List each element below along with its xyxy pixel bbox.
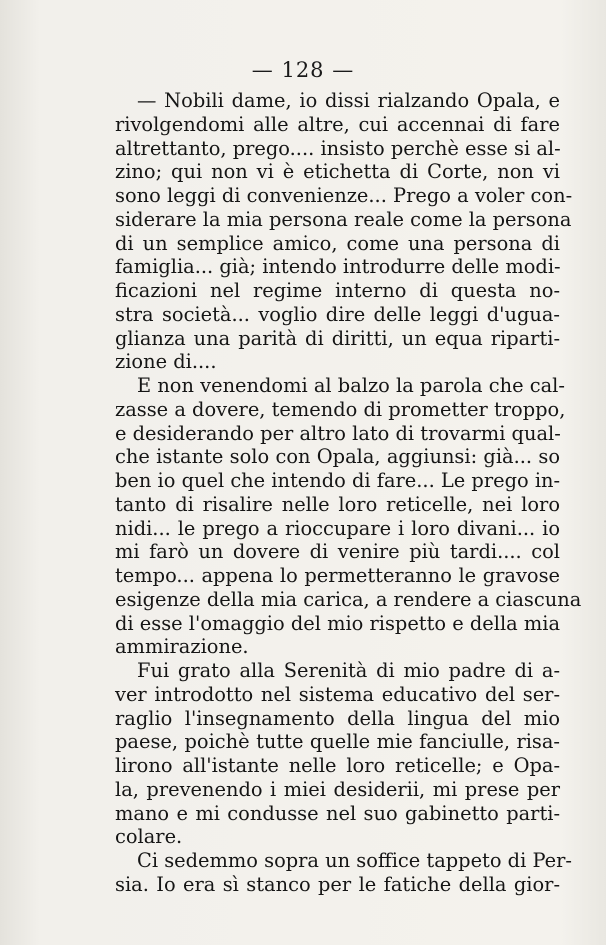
text-line: raglio l'insegnamento della lingua del mio [115,706,560,730]
text-line: lirono all'istante nelle loro reticelle; e Opa- [115,754,560,777]
text-line: ammirazione. [115,635,249,659]
text-line: famiglia... già; intendo introdurre delle modi- [115,255,561,279]
text-line: sono leggi di convenienze... Prego a voler con- [115,184,573,207]
text-line: di esse l'omaggio del mio rispetto e della mia [115,611,561,635]
text-line: sia. Io era sì stanco per le fatiche della gior- [115,872,560,896]
page-number: — 128 — [251,58,355,82]
text-line: nidi... le prego a rioccupare i loro divani... io [115,516,560,540]
text-line: tanto di risalire nelle loro reticelle, nei loro [115,492,560,516]
text-line: ben io quel che intendo di fare... Le prego in- [115,469,561,492]
text-line: altrettanto, prego.... insisto perchè esse si al- [115,136,561,160]
text-line: E non venendomi al balzo la parola che cal- [137,374,565,397]
text-line: siderare la mia persona reale come la persona [115,207,572,231]
text-line: — Nobili dame, io dissi rialzando Opala, e [137,89,560,112]
text-line: e desiderando per altro lato di trovarmi qual- [115,421,561,445]
text-line: di un semplice amico, come una persona di [115,231,560,255]
text-line: ficazioni nel regime interno di questa no- [115,279,560,302]
text-line: che istante solo con Opala, aggiunsi: già... so [115,445,560,469]
text-line: rivolgendomi alle altre, cui accennai di fare [115,112,560,136]
text-line: mi farò un dovere di venire più tardi.... col [115,540,560,564]
text-line: Fui grato alla Serenità di mio padre di a- [137,659,560,682]
text-line: stra società... voglio dire delle leggi d'ugua- [115,302,560,326]
text-line: zasse a dovere, temendo di prometter troppo, [115,397,566,421]
text-line: mano e mi condusse nel suo gabinetto parti- [115,801,560,825]
text-line: zino; qui non vi è etichetta di Corte, non vi [115,160,560,184]
text-line: la, prevenendo i miei desiderii, mi prese per [115,777,560,801]
text-line: glianza una parità di diritti, un equa riparti- [115,326,560,350]
text-line: Ci sedemmo sopra un soffice tappeto di Per- [137,849,572,872]
text-line: esigenze della mia carica, a rendere a ciascuna [115,587,582,611]
text-line: ver introdotto nel sistema educativo del ser- [115,682,560,706]
text-line: colare. [115,825,183,849]
text-line: paese, poichè tutte quelle mie fanciulle, risa- [115,730,560,754]
text-line: tempo... appena lo permetteranno le gravose [115,564,560,587]
text-line: zione di.... [115,350,217,374]
body-text [115,89,582,897]
